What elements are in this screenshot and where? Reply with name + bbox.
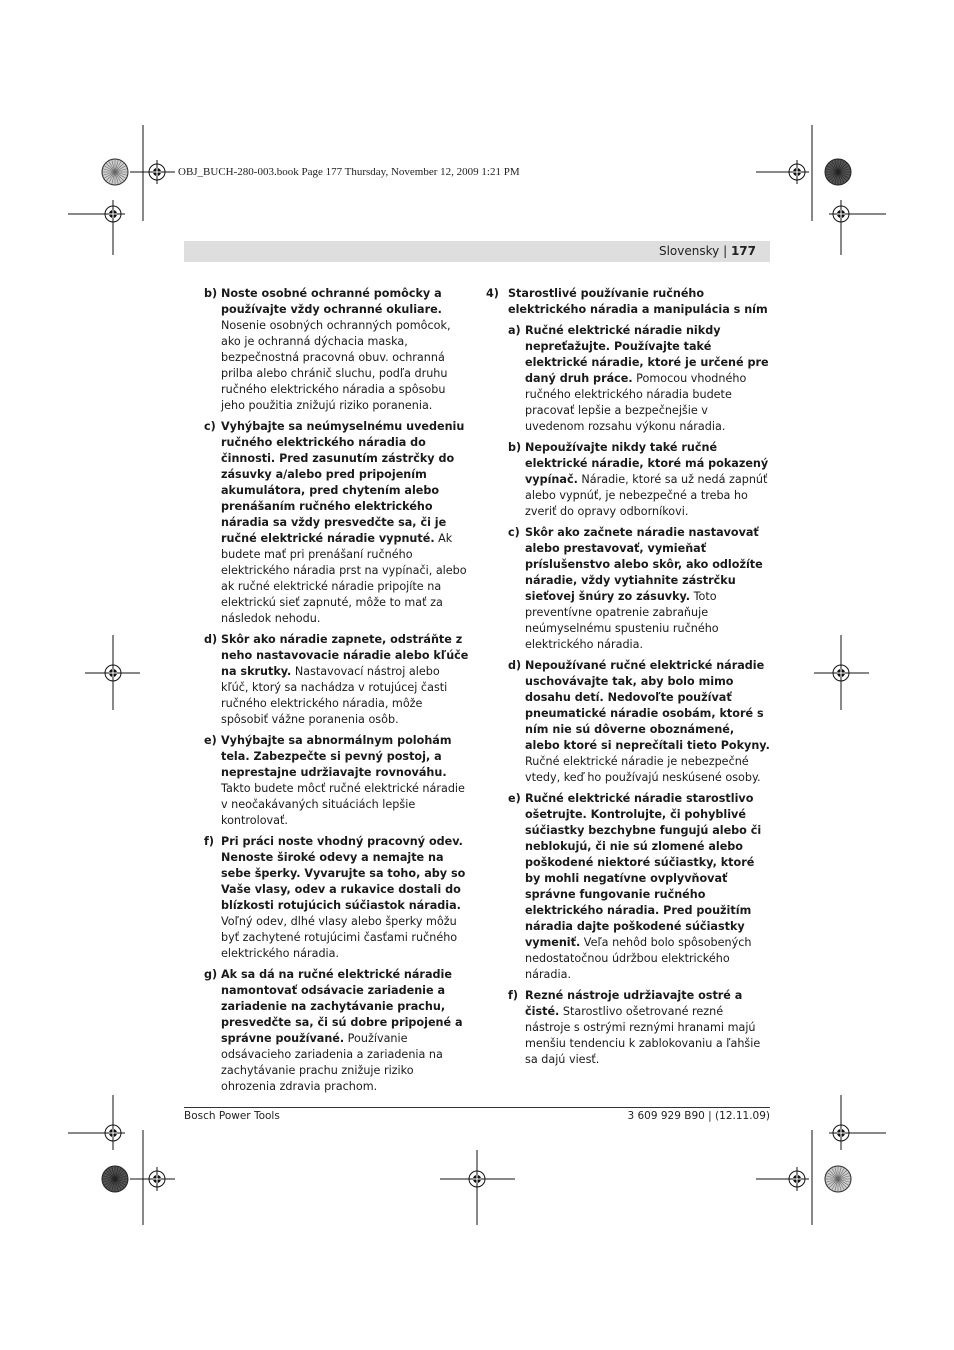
footer-doc-number: 3 609 929 B90 | (12.11.09)	[627, 1110, 770, 1122]
item-bold-text: Noste osobné ochranné pomôcky a používajte vždy ochranné okuliare.	[221, 287, 442, 316]
item-text: Pomocou vhodného ručného elektrického náradia budete pracovať lepšie a bezpečnejšie v uvedenom rozsahu výkonu náradia.	[525, 372, 747, 433]
registration-dial	[102, 1166, 128, 1192]
item-bold-text: Ak sa dá na ručné elektrické náradie namontovať odsávacie zariadenie a zariadenie na zachytávanie prachu, presvedčte sa, či sú dobre pripojené a správne používané.	[221, 968, 463, 1045]
item-text: Veľa nehôd bolo spôsobených nedostatočnou údržbou elektrického náradia.	[525, 936, 752, 981]
item-bold-text: Vyhýbajte sa abnormálnym polohám tela. Zabezpečte si pevný postoj, a neprestajne udržiavajte rovnováhu.	[221, 734, 452, 779]
registration-dial	[825, 1166, 851, 1192]
registration-target	[101, 202, 125, 226]
section-items	[486, 323, 770, 1068]
list-item	[508, 323, 770, 435]
item-bold-text: Skôr ako náradie zapnete, odstráňte z neho nastavovacie náradie alebo kľúče na skrutky.	[221, 633, 469, 678]
registration-target	[829, 661, 853, 685]
item-marker: e)	[204, 734, 217, 747]
registration-target	[145, 1167, 169, 1191]
registration-target	[101, 661, 125, 685]
item-marker: f)	[508, 989, 518, 1002]
item-bold-text: Vyhýbajte sa neúmyselnému uvedeniu ručného elektrického náradia do činnosti. Pred zasunutím zástrčky do zásuvky a/alebo pred pripojením akumulátora, pred chytením alebo prenášaním ručného elektrického náradia sa vždy presvedčte sa, či je ručné elektrické náradie vypnuté.	[221, 420, 465, 545]
registration-target	[829, 1121, 853, 1145]
registration-target	[785, 1167, 809, 1191]
print-info: OBJ_BUCH-280-003.book Page 177 Thursday, November 12, 2009 1:21 PM	[178, 166, 520, 178]
footer-divider	[184, 1107, 770, 1108]
item-bold-text: Skôr ako začnete náradie nastavovať alebo prestavovať, vymieňať príslušenstvo alebo skôr, ako odložíte náradie, vždy vytiahnite zástrčku sieťovej šnúry zo zásuvky.	[525, 526, 763, 603]
list-item	[204, 967, 470, 1095]
page-header	[184, 241, 770, 262]
header-language: Slovensky	[658, 244, 720, 258]
item-marker: b)	[204, 287, 218, 300]
footer-brand: Bosch Power Tools	[184, 1110, 280, 1122]
registration-target	[145, 160, 169, 184]
item-bold-text: Nepoužívajte nikdy také ručné elektrické náradie, ktoré má pokazený vypínač.	[525, 441, 769, 486]
list-item	[508, 791, 770, 983]
item-text: Náradie, ktoré sa už nedá zapnúť alebo vypnúť, je nebezpečné a treba ho zveriť do opravy odborníkovi.	[525, 473, 768, 518]
item-text: Nastavovací nástroj alebo kľúč, ktorý sa nachádza v rotujúcej časti ručného elektrického náradia, môže spôsobiť vážne poranenia osôb.	[221, 665, 448, 726]
item-bold-text: Nepoužívané ručné elektrické náradie uschovávajte tak, aby bolo mimo dosahu detí. Nedovoľte používať pneumatické náradie osobám, ktoré s ním nie sú dôverne oboznámené, alebo ktoré si neprečítali tieto Pokyny.	[525, 659, 770, 752]
item-marker: b)	[508, 441, 522, 454]
item-marker: d)	[204, 633, 218, 646]
list-item	[508, 525, 770, 653]
item-text: Nosenie osobných ochranných pomôcok, ako je ochranná dýchacia maska, bezpečnostná pracovná obuv. ochranná prilba alebo chránič sluchu, podľa druhu ručného elektrického náradia a spôsobu jeho použitia znižujú riziko poranenia.	[221, 319, 451, 412]
item-marker: d)	[508, 659, 522, 672]
item-bold-text: Rezné nástroje udržiavajte ostré a čisté.	[525, 989, 743, 1018]
registration-dial	[825, 159, 851, 185]
registration-target	[101, 1121, 125, 1145]
item-text: Voľný odev, dlhé vlasy alebo šperky môžu byť zachytené rotujúcimi časťami ručného elektrického náradia.	[221, 915, 458, 960]
item-text: Takto budete môcť ručné elektrické náradie v neočakávaných situáciách lepšie kontrolovať.	[221, 782, 465, 827]
item-bold-text: Ručné elektrické náradie starostlivo ošetrujte. Kontrolujte, či pohyblivé súčiastky bezchybne fungujú alebo či neblokujú, či nie sú zlomené alebo poškodené niektoré súčiastky, ktoré by mohli negatívne ovplyvňovať správne fungovanie ručného elektrického náradia. Pred použitím náradia dajte poškodené súčiastky vymeniť.	[525, 792, 762, 949]
registration-target	[785, 160, 809, 184]
list-item	[508, 988, 770, 1068]
item-text: Ak budete mať pri prenášaní ručného elektrického náradia prst na vypínači, alebo ak ručné elektrické náradie pripojíte na elektrickú sieť zapnuté, môže to mať za následok nehodu.	[221, 532, 467, 625]
list-item	[204, 286, 470, 414]
item-bold-text: Pri práci noste vhodný pracovný odev. Nenoste široké odevy a nemajte na sebe šperky. Vyvarujte sa toho, aby so Vaše vlasy, odev a rukavice dostali do blízkosti rotujúcich súčiastok náradia.	[221, 835, 466, 912]
item-text: Ručné elektrické náradie je nebezpečné vtedy, keď ho používajú neskúsené osoby.	[525, 755, 761, 784]
item-marker: f)	[204, 835, 214, 848]
item-marker: e)	[508, 792, 521, 805]
page-number: 177	[730, 244, 756, 258]
registration-target	[829, 202, 853, 226]
list-item	[204, 632, 470, 728]
list-item	[204, 419, 470, 627]
right-column	[486, 286, 770, 1073]
section-heading	[486, 286, 770, 318]
left-column	[204, 286, 470, 1100]
header-separator: |	[723, 244, 728, 258]
item-marker: g)	[204, 968, 218, 981]
list-item	[508, 440, 770, 520]
registration-dial	[102, 159, 128, 185]
item-text: Starostlivo ošetrované rezné nástroje s ostrými reznými hranami majú menšiu tendenciu k zablokovaniu a ľahšie sa dajú viesť.	[525, 1005, 761, 1066]
item-text: Toto preventívne opatrenie zabraňuje neúmyselnému spusteniu ručného elektrického náradia.	[525, 590, 719, 651]
item-text: Používanie odsávacieho zariadenia a zariadenia na zachytávanie prachu znižuje riziko ohrozenia zdravia prachom.	[221, 1032, 443, 1093]
registration-target	[465, 1167, 489, 1191]
list-item	[508, 658, 770, 786]
header-text	[659, 244, 756, 258]
list-item	[204, 733, 470, 829]
item-bold-text: Ručné elektrické náradie nikdy nepreťažujte. Používajte také elektrické náradie, ktoré je určené pre daný druh práce.	[525, 324, 769, 385]
section-title: Starostlivé používanie ručného elektrického náradia a manipulácia s ním	[508, 287, 768, 316]
list-item	[204, 834, 470, 962]
section-marker: 4)	[486, 287, 499, 300]
item-marker: c)	[204, 420, 216, 433]
item-marker: a)	[508, 324, 521, 337]
item-marker: c)	[508, 526, 520, 539]
